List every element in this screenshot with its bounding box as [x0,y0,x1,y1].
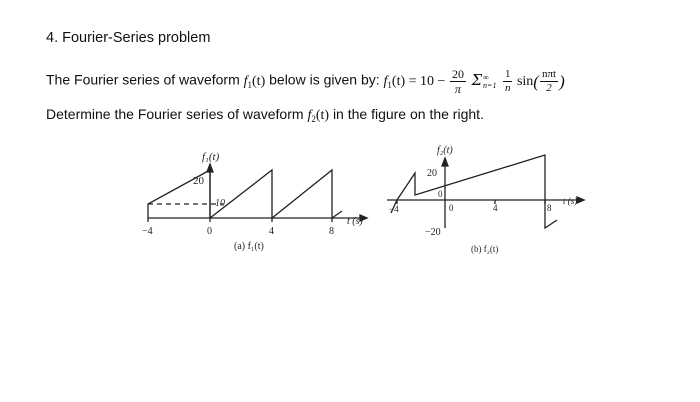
y-axis-arrow [442,158,448,166]
ask-suffix: in the figure on the right. [332,106,484,122]
x-axis-label: t (s) [347,216,363,227]
ask-prefix: Determine the Fourier series of waveform [46,106,308,122]
tick-label-neg20: −20 [425,227,441,238]
x-label-0: 0 [449,203,454,213]
f1-symbol: $f_1(t)$ [243,73,266,90]
tick-label-20: 20 [193,175,204,187]
figure-a-sawtooth [138,148,378,258]
given-prefix: The Fourier series of waveform [46,71,244,88]
sigma-symbol: Σ [471,70,483,89]
x-axis-label: t (s) [563,196,578,206]
x-label-0-upper: 0 [438,189,443,199]
caption-b: (b) f₂(t) [471,244,499,254]
x-label-8: 8 [329,226,334,237]
caption-a: (a) f₁(t) [234,241,264,252]
fraction-1-over-n: $\frac{1}{n}$ [504,68,511,94]
ask-statement [46,106,484,124]
x-label-8: 8 [547,203,552,213]
given-mid: below is given by: [269,71,384,88]
x-label-0: 0 [207,226,212,237]
x-label-4: 4 [493,203,498,213]
tick-label-20: 20 [427,168,437,179]
tick-label-10: 10 [215,198,225,209]
problem-title: 4. Fourier-Series problem [46,30,211,46]
y-axis-label: f₁(t) [202,151,220,163]
y-axis-label: f₂(t) [437,145,453,156]
sawtooth-wave [148,170,342,218]
fraction-npit-over-2: $\frac{\text{nπt}}{2}$ [541,68,557,94]
sum-limits: ∞ n=1 [483,72,497,90]
f2-symbol: $f_2(t)$ [307,108,330,124]
figure-b-sawtooth [385,140,600,260]
sawtooth-wave [391,155,557,228]
f1-equation: $f_1(t) = 10$ − $\frac{20}{\pi}$ Σ ∞ n=1 $\frac{1}{n}$ sin( $\frac{\text{nπt}}{2}$ ) [383,67,565,96]
given-statement [46,68,565,95]
x-label-neg4: −4 [142,226,153,237]
x-label-4: 4 [269,226,274,237]
fraction-20-over-pi: $\frac{20}{\pi}$ [451,67,464,96]
x-axis-arrow [577,197,584,203]
x-label-neg4: −4 [389,204,399,214]
